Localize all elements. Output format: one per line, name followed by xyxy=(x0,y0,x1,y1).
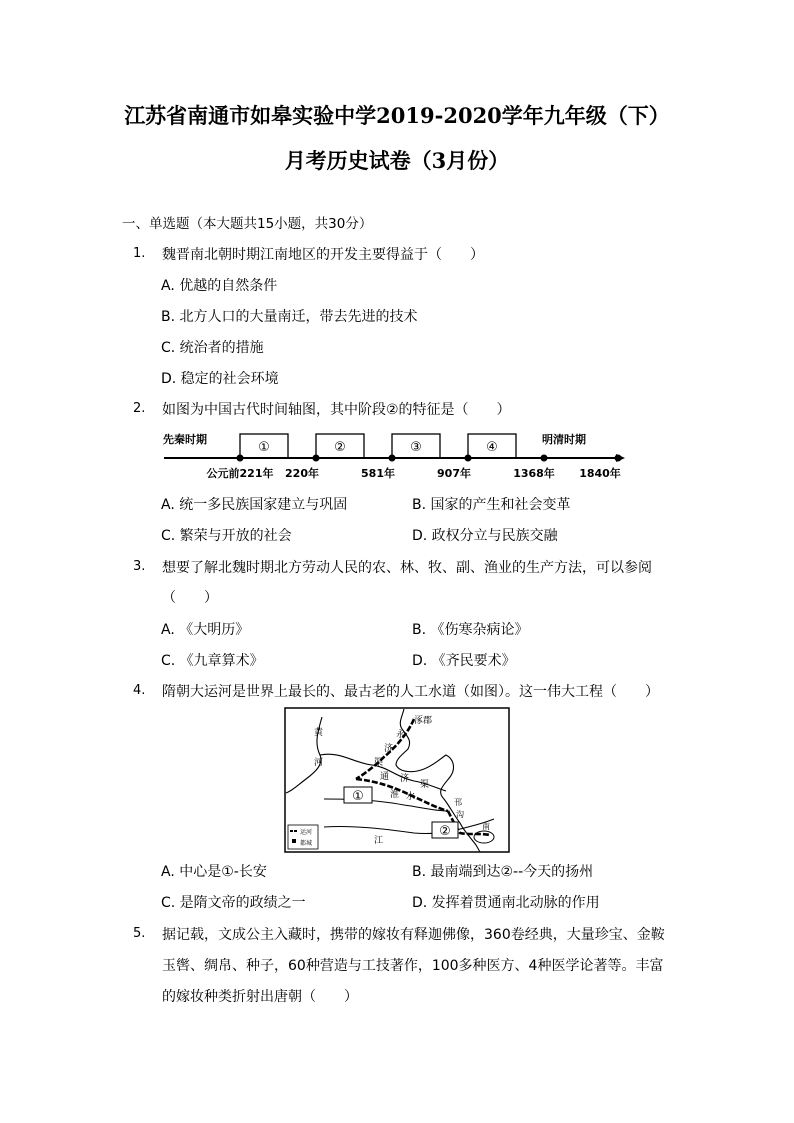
question-1-option-c[interactable]: C. 统治者的措施 xyxy=(161,340,264,356)
timeline-dot-6 xyxy=(615,455,622,462)
map-legend-capital-label: 都城 xyxy=(300,840,313,847)
timeline-tick-6: 1840年 xyxy=(579,467,621,480)
timeline-left-label: 先秦时期 xyxy=(163,433,207,446)
timeline-tick-3: 581年 xyxy=(361,467,395,480)
map-label-huang: 黄 xyxy=(314,728,324,738)
timeline-dot-5 xyxy=(541,455,548,462)
map-label-zhuojun: 涿郡 xyxy=(414,716,433,726)
timeline-box-2-label: ② xyxy=(334,440,346,455)
map-label-ji2: 济 xyxy=(400,774,410,784)
map-label-qu2: 渠 xyxy=(420,780,430,790)
timeline-dot-1 xyxy=(237,455,244,462)
question-4-number: 4. xyxy=(133,683,146,698)
timeline-tick-4: 907年 xyxy=(437,467,471,480)
question-5-line-1: 据记载，文成公主入藏时，携带的嫁妆有释迦佛像，360卷经典，大量珍宝、金鞍 xyxy=(162,927,665,943)
question-5-line-3: 的嫁妆种类折射出唐朝（ ） xyxy=(162,989,358,1005)
map-label-huai: 淮 xyxy=(390,790,400,800)
question-4-option-c[interactable]: C. 是隋文帝的政绩之一 xyxy=(161,895,306,911)
section-heading: 一、单选题（本大题共15小题，共30分） xyxy=(122,216,373,232)
question-5-line-2: 玉辔、绸帛、种子，60种营造与工技著作，100多种医方、4种医学论著等。丰富 xyxy=(162,958,664,974)
question-2-option-c[interactable]: C. 繁荣与开放的社会 xyxy=(161,528,292,544)
title-line-1: 江苏省南通市如皋实验中学2019-2020学年九年级（下） xyxy=(124,103,670,128)
question-2-option-a[interactable]: A. 统一多民族国家建立与巩固 xyxy=(161,497,348,513)
map-legend-capital-mark xyxy=(292,839,296,843)
timeline-box-4-label: ④ xyxy=(486,440,498,455)
map-label-nan: 南 xyxy=(482,822,490,831)
question-3-option-a[interactable]: A. 《大明历》 xyxy=(161,622,250,638)
question-1-number: 1. xyxy=(133,246,146,261)
question-2-option-d[interactable]: D. 政权分立与民族交融 xyxy=(412,528,558,544)
timeline-figure xyxy=(160,430,630,484)
question-3-option-c[interactable]: C. 《九章算术》 xyxy=(161,653,264,669)
map-label-qu: 渠 xyxy=(374,758,384,768)
map-label-circle2: ② xyxy=(439,824,451,839)
map-label-yong: 永 xyxy=(396,730,406,740)
title-line-2: 月考历史试卷（3月份） xyxy=(284,148,510,173)
question-1-option-b[interactable]: B. 北方人口的大量南迁，带去先进的技术 xyxy=(161,309,418,325)
question-1-option-d[interactable]: D. 稳定的社会环境 xyxy=(161,371,279,387)
timeline-right-label: 明清时期 xyxy=(542,433,586,446)
map-legend-canal-label: 运河 xyxy=(300,829,313,836)
map-label-jiang: 江 xyxy=(374,836,384,846)
map-label-tong: 通 xyxy=(380,772,390,782)
question-2-option-b[interactable]: B. 国家的产生和社会变革 xyxy=(412,497,571,513)
question-5-number: 5. xyxy=(133,926,146,941)
question-4-text: 隋朝大运河是世界上最长的、最古老的人工水道（如图）。这一伟大工程（ ） xyxy=(162,684,659,700)
timeline-tick-5: 1368年 xyxy=(513,467,555,480)
question-3-option-b[interactable]: B. 《伤寒杂病论》 xyxy=(412,622,529,638)
grand-canal-map xyxy=(284,707,510,853)
question-3-text: 想要了解北魏时期北方劳动人民的农、林、牧、副、渔业的生产方法，可以参阅 xyxy=(162,560,652,576)
question-1-option-a[interactable]: A. 优越的自然条件 xyxy=(161,278,278,294)
question-4-option-a[interactable]: A. 中心是①-长安 xyxy=(161,864,267,880)
timeline-tick-2: 220年 xyxy=(285,467,319,480)
question-2-text: 如图为中国古代时间轴图，其中阶段②的特征是（ ） xyxy=(162,402,511,418)
timeline-box-1-label: ① xyxy=(258,440,270,455)
timeline-tick-1: 公元前221年 xyxy=(206,467,274,480)
question-4-option-b[interactable]: B. 最南端到达②--今天的扬州 xyxy=(412,864,594,880)
timeline-box-3-label: ③ xyxy=(410,440,422,455)
map-label-han: 邗 xyxy=(454,798,462,807)
question-3-option-d[interactable]: D. 《齐民要术》 xyxy=(412,653,516,669)
timeline-dot-2 xyxy=(313,455,320,462)
timeline-dot-3 xyxy=(389,455,396,462)
map-label-circle1: ① xyxy=(352,789,364,804)
question-1-text: 魏晋南北朝时期江南地区的开发主要得益于（ ） xyxy=(162,247,484,263)
question-3-number: 3. xyxy=(133,559,146,574)
question-4-option-d[interactable]: D. 发挥着贯通南北动脉的作用 xyxy=(412,895,600,911)
question-2-number: 2. xyxy=(133,401,146,416)
question-3-text-cont: （ ） xyxy=(162,590,218,606)
map-label-shui: 水 xyxy=(406,792,416,802)
map-label-he: 河 xyxy=(314,758,324,768)
map-label-ji: 济 xyxy=(384,744,394,754)
timeline-dot-4 xyxy=(465,455,472,462)
map-label-gou: 沟 xyxy=(456,810,464,819)
